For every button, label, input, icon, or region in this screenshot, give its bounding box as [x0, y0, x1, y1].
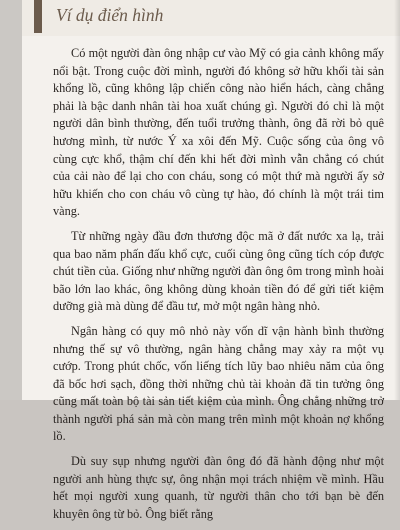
- body-text: [53, 45, 384, 530]
- paragraph-4: Dù suy sụp nhưng người đàn ông đó đã hành động như một người anh hùng thực sự, ông nhận mọi trách nhiệm về mình. Hầu hết mọi người xung quanh, từ người thân cho tới bạn bè đến khuyên ông từ bỏ. Ông biết rằng: [53, 454, 384, 521]
- section-heading: Ví dụ điển hình: [56, 5, 164, 25]
- section-heading-marker: [34, 0, 42, 33]
- paragraph-3: Ngân hàng có quy mô nhỏ này vốn dĩ vận hành bình thường nhưng thế sự vô thường, ngân hàng chẳng may xảy ra một vụ cướp. Trong phút chốc, vốn liếng tích lũy bao nhiêu năm của ông đã bốc hơi sạch, đồng thời những chủ tài khoản đã tin tưởng ông cũng mất toàn bộ tài sản tiết kiệm của mình. Ông chẳng những trở thành người phá sản mà còn mang trên mình một khoản nợ khổng lồ.: [53, 323, 384, 444]
- page-edge-shadow: [394, 0, 400, 400]
- paragraph-1: Có một người đàn ông nhập cư vào Mỹ có gia cảnh không mấy nổi bật. Trong cuộc đời mình, người đó không sở hữu khối tài sản khổng lồ, cũng không lập chiến công nào hiển hách, càng chẳng phải là bậc danh nhân tài hoa xuất chúng gì. Người đó chỉ là một người dân bình thường, đến tuổi trưởng thành, ông đã rời bỏ quê hương mình, từ nước Ý xa xôi đến Mỹ. Cuộc sống của ông vô cùng cực khổ, thậm chí đến khi hết đời mình vẫn chẳng có chút của cải nào để lại cho con cháu, song có một thứ mà người ấy sở hữu khiến cho con cháu vô cùng tự hào, đó chính là một trái tim vàng.: [53, 46, 384, 219]
- paragraph-2: Từ những ngày đầu đơn thương độc mã ở đất nước xa lạ, trải qua bao năm phấn đấu khổ cực, cuối cùng ông cũng tích cóp được chút tiền của. Giống như những người đàn ông ôm trong mình hoài bão lớn lao khác, ông không dùng khoản tiền đó để gửi tiết kiệm dưỡng già mà dùng để đầu tư, mở một ngân hàng nhỏ.: [53, 228, 384, 314]
- page-left-margin: [0, 0, 22, 400]
